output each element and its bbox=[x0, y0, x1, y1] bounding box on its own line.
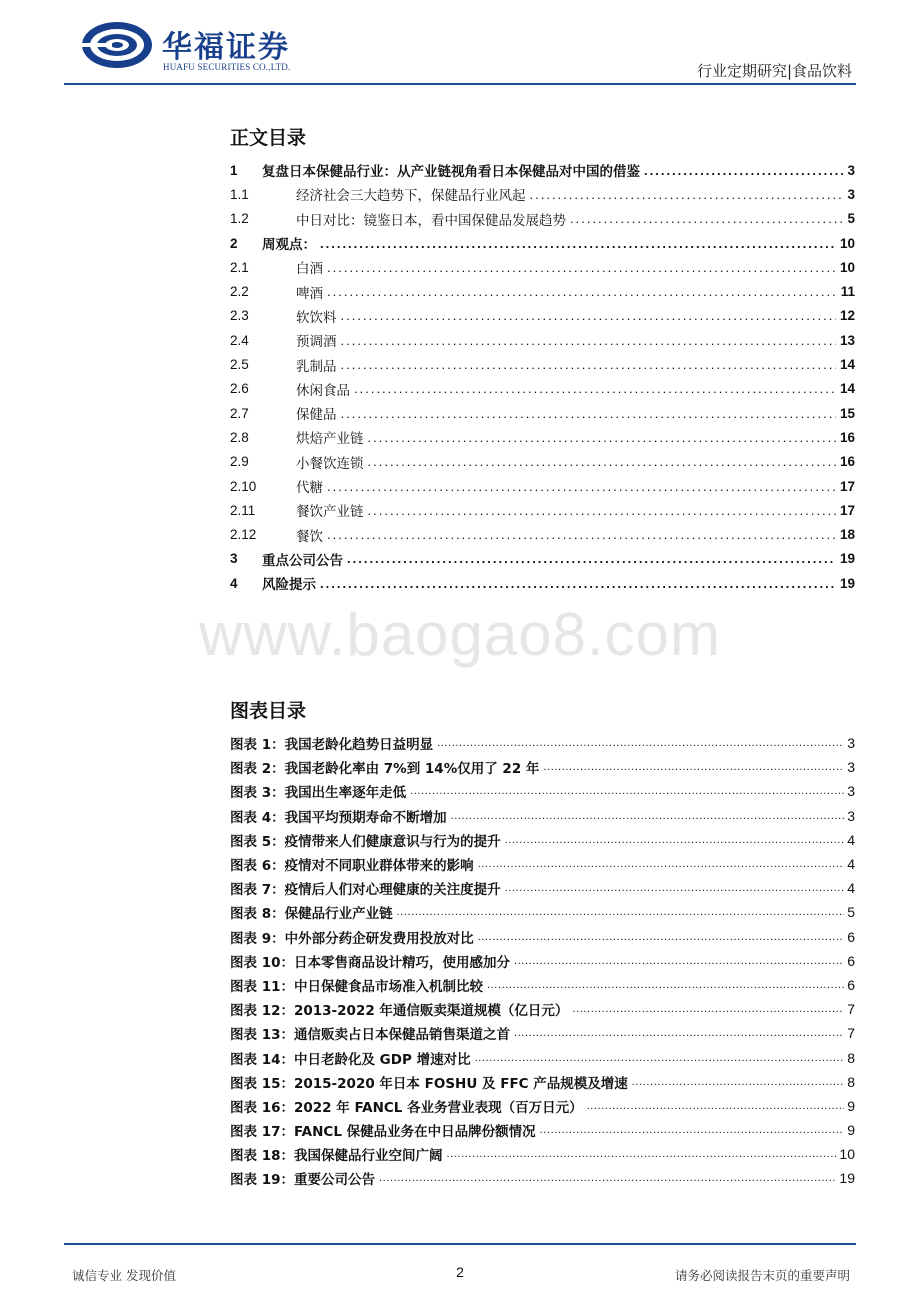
figure-entry[interactable] bbox=[230, 804, 855, 828]
dot-leader bbox=[514, 955, 844, 967]
dot-leader bbox=[514, 1027, 844, 1039]
figure-entry-label: 图表 11：中日保健食品市场准入机制比较 bbox=[230, 978, 483, 995]
figure-entry-page: 4 bbox=[847, 856, 855, 873]
figure-entry-label: 图表 10：日本零售商品设计精巧，使用感加分 bbox=[230, 954, 510, 971]
toc-entry[interactable]: 2.3 软饮料 ..... 12 bbox=[230, 304, 855, 328]
toc-entry[interactable]: 1.2 中日对比：镜鉴日本，看中国保健品发展趋势 ..... 5 bbox=[230, 207, 855, 231]
toc-entry[interactable]: 2.1 白酒 ..... 10 bbox=[230, 255, 855, 279]
dot-leader bbox=[341, 357, 836, 372]
dot-leader bbox=[368, 430, 836, 445]
figure-entry[interactable] bbox=[230, 828, 855, 852]
dot-leader bbox=[644, 163, 843, 178]
toc-entry-page: 3 bbox=[847, 186, 855, 202]
toc-entry-label: 复盘日本保健品行业：从产业链视角看日本保健品对中国的借鉴 bbox=[262, 164, 640, 181]
toc-entry-label: 啤酒 bbox=[296, 285, 323, 302]
figure-entry-page: 10 bbox=[839, 1146, 855, 1163]
figure-entry-page: 19 bbox=[839, 1170, 855, 1187]
figure-entry-label: 图表 12：2013-2022 年通信贩卖渠道规模（亿日元） bbox=[230, 1003, 569, 1020]
dot-leader bbox=[320, 236, 836, 251]
logo-chinese-name: 华福证券 bbox=[162, 30, 290, 65]
toc-entry-label: 风险提示 bbox=[262, 577, 316, 594]
footer-slogan: 诚信专业 发现价值 bbox=[72, 1268, 176, 1283]
dot-leader bbox=[475, 1052, 845, 1064]
figure-entry-page: 8 bbox=[847, 1049, 855, 1066]
toc-entry-label: 代糖 bbox=[296, 480, 323, 496]
toc-entry-page: 17 bbox=[839, 478, 855, 494]
footer-disclaimer: 请务必阅读报告末页的重要声明 bbox=[674, 1268, 850, 1283]
figure-entry[interactable] bbox=[230, 973, 855, 997]
figure-entry[interactable] bbox=[230, 1070, 855, 1094]
figure-entry-label: 图表 9：中外部分药企研发费用投放对比 bbox=[230, 930, 474, 947]
dot-leader bbox=[587, 1100, 845, 1112]
toc-entry[interactable]: 2.9 小餐饮连锁 ..... 16 bbox=[230, 450, 855, 474]
figure-entry-label: 图表 19：重要公司公告 bbox=[230, 1172, 375, 1189]
dot-leader bbox=[478, 931, 845, 943]
toc-entry-page: 16 bbox=[839, 429, 855, 445]
figure-entry-label: 图表 7：疫情后人们对心理健康的关注度提升 bbox=[230, 882, 501, 899]
dot-leader bbox=[327, 527, 836, 542]
toc-entry-page: 15 bbox=[839, 405, 855, 421]
figure-entry[interactable] bbox=[230, 1166, 855, 1190]
figure-entry-page: 3 bbox=[847, 807, 855, 824]
toc-entry[interactable]: 2.7 保健品 ..... 15 bbox=[230, 401, 855, 425]
dot-leader bbox=[570, 211, 843, 226]
header-divider bbox=[64, 83, 856, 85]
figure-entry-page: 4 bbox=[847, 831, 855, 848]
figure-entry-page: 9 bbox=[847, 1097, 855, 1114]
toc-entry-label: 保健品 bbox=[296, 407, 337, 424]
toc-entry-label: 小餐饮连锁 bbox=[296, 455, 364, 472]
dot-leader bbox=[327, 260, 836, 275]
toc-entry-page: 12 bbox=[839, 308, 855, 324]
figures-title: 图表目录 bbox=[230, 700, 307, 722]
figure-entry-label: 图表 1：我国老龄化趋势日益明显 bbox=[230, 737, 434, 754]
toc-entry-page: 19 bbox=[839, 551, 855, 567]
dot-leader bbox=[410, 785, 844, 797]
toc-entry-label: 经济社会三大趋势下，保健品行业风起 bbox=[296, 188, 526, 205]
toc-entry-page: 11 bbox=[840, 284, 855, 300]
dot-leader bbox=[505, 882, 845, 894]
dot-leader bbox=[320, 576, 836, 591]
figure-entry-label: 图表 17：FANCL 保健品业务在中日品牌份额情况 bbox=[230, 1124, 536, 1141]
toc-title: 正文目录 bbox=[230, 127, 307, 149]
dot-leader bbox=[354, 381, 836, 396]
dot-leader bbox=[437, 737, 844, 749]
toc-entry[interactable]: 2.5 乳制品 ..... 14 bbox=[230, 352, 855, 376]
dot-leader bbox=[368, 454, 836, 469]
figure-entry-page: 8 bbox=[847, 1073, 855, 1090]
toc-entry[interactable]: 2.12 餐饮 ..... 18 bbox=[230, 522, 855, 546]
figure-entry-page: 6 bbox=[847, 952, 855, 969]
figure-entry-label: 图表 2：我国老龄化率由 7%到 14%仅用了 22 年 bbox=[230, 761, 540, 778]
toc-entry-page: 10 bbox=[839, 235, 855, 251]
figure-entry[interactable] bbox=[230, 925, 855, 949]
toc-entry[interactable]: 2 周观点： ..... 10 bbox=[230, 231, 855, 255]
figure-entry[interactable] bbox=[230, 900, 855, 924]
toc-entry-page: 14 bbox=[839, 381, 855, 397]
figure-entry-page: 6 bbox=[847, 976, 855, 993]
figure-entry[interactable] bbox=[230, 1045, 855, 1069]
toc-entry-page: 16 bbox=[839, 454, 855, 470]
toc-entry-label: 餐饮 bbox=[296, 528, 323, 545]
toc-entry-page: 18 bbox=[839, 527, 855, 543]
table-of-contents bbox=[230, 158, 855, 595]
figure-entry[interactable] bbox=[230, 1094, 855, 1118]
company-logo bbox=[80, 18, 320, 78]
toc-entry[interactable]: 2.11 餐饮产业链 ..... 17 bbox=[230, 498, 855, 522]
toc-entry-page: 17 bbox=[839, 502, 855, 518]
dot-leader bbox=[341, 333, 836, 348]
toc-entry-page: 13 bbox=[839, 332, 855, 348]
dot-leader bbox=[397, 906, 845, 918]
toc-entry-label: 周观点： bbox=[262, 237, 316, 254]
toc-entry-label: 重点公司公告 bbox=[262, 552, 343, 569]
figure-entry-label: 图表 4：我国平均预期寿命不断增加 bbox=[230, 809, 447, 826]
toc-entry-label: 白酒 bbox=[296, 261, 323, 278]
figure-entry-label: 图表 13：通信贩卖占日本保健品销售渠道之首 bbox=[230, 1027, 510, 1044]
toc-entry-label: 烘焙产业链 bbox=[296, 431, 364, 448]
figure-entry-label: 图表 8：保健品行业产业链 bbox=[230, 906, 393, 923]
toc-entry-label: 餐饮产业链 bbox=[296, 504, 364, 521]
toc-entry-label: 乳制品 bbox=[296, 358, 337, 375]
figure-entry[interactable] bbox=[230, 1118, 855, 1142]
toc-entry[interactable]: 2.10 代糖 ..... 17 bbox=[230, 474, 855, 498]
toc-entry[interactable]: 3 重点公司公告 ..... 19 bbox=[230, 547, 855, 571]
toc-entry-label: 中日对比：镜鉴日本，看中国保健品发展趋势 bbox=[296, 212, 566, 229]
watermark: www.baogao8.com bbox=[199, 601, 721, 668]
figure-entry-page: 3 bbox=[847, 735, 855, 752]
toc-entry-label: 软饮料 bbox=[296, 309, 337, 326]
figure-entry-label: 图表 6：疫情对不同职业群体带来的影响 bbox=[230, 858, 474, 875]
dot-leader bbox=[347, 551, 836, 566]
dot-leader bbox=[451, 810, 845, 822]
footer-divider bbox=[64, 1243, 856, 1245]
figure-entry-label: 图表 3：我国出生率逐年走低 bbox=[230, 785, 407, 802]
figure-entry-label: 图表 16：2022 年 FANCL 各业务营业表现（百万日元） bbox=[230, 1099, 583, 1116]
dot-leader bbox=[379, 1172, 836, 1184]
dot-leader bbox=[487, 979, 844, 991]
figure-entry[interactable] bbox=[230, 779, 855, 803]
figure-entry[interactable] bbox=[230, 1021, 855, 1045]
toc-entry[interactable]: 4 风险提示 ..... 19 bbox=[230, 571, 855, 595]
figure-entry[interactable] bbox=[230, 949, 855, 973]
page-header bbox=[0, 0, 920, 90]
dot-leader bbox=[368, 503, 836, 518]
figures-list bbox=[230, 731, 855, 1191]
toc-entry[interactable]: 1.1 经济社会三大趋势下，保健品行业风起 ..... 3 bbox=[230, 182, 855, 206]
figure-entry-page: 3 bbox=[847, 783, 855, 800]
figure-entry[interactable] bbox=[230, 852, 855, 876]
huafu-logo-icon bbox=[80, 20, 154, 70]
dot-leader bbox=[327, 284, 837, 299]
toc-entry-page: 14 bbox=[839, 357, 855, 373]
toc-entry[interactable]: 1 复盘日本保健品行业：从产业链视角看日本保健品对中国的借鉴 ..... 3 bbox=[230, 158, 855, 182]
dot-leader bbox=[632, 1076, 844, 1088]
toc-entry[interactable]: 2.6 休闲食品 ..... 14 bbox=[230, 377, 855, 401]
figure-entry-label: 图表 18：我国保健品行业空间广阔 bbox=[230, 1148, 443, 1165]
figure-entry-page: 3 bbox=[847, 759, 855, 776]
toc-entry-page: 3 bbox=[847, 162, 855, 178]
figure-entry[interactable] bbox=[230, 755, 855, 779]
dot-leader bbox=[572, 1003, 844, 1015]
toc-entry-page: 19 bbox=[839, 575, 855, 591]
toc-entry[interactable]: 2.4 预调酒 ..... 13 bbox=[230, 328, 855, 352]
figure-entry-page: 6 bbox=[847, 928, 855, 945]
figure-entry-label: 图表 15：2015-2020 年日本 FOSHU 及 FFC 产品规模及增速 bbox=[230, 1075, 628, 1092]
dot-leader bbox=[530, 187, 844, 202]
dot-leader bbox=[540, 1124, 845, 1136]
figure-entry[interactable] bbox=[230, 731, 855, 755]
figure-entry[interactable] bbox=[230, 997, 855, 1021]
report-category: 行业定期研究|食品饮料 bbox=[696, 62, 852, 80]
dot-leader bbox=[327, 479, 836, 494]
toc-entry-label: 休闲食品 bbox=[296, 382, 350, 399]
logo-english-name: HUAFU SECURITIES CO.,LTD. bbox=[163, 62, 291, 72]
figure-entry-label: 图表 14：中日老龄化及 GDP 增速对比 bbox=[230, 1051, 471, 1068]
toc-entry[interactable]: 2.2 啤酒 ..... 11 bbox=[230, 279, 855, 303]
figure-entry-page: 4 bbox=[847, 880, 855, 897]
dot-leader bbox=[543, 761, 844, 773]
dot-leader bbox=[341, 308, 836, 323]
figure-entry-page: 5 bbox=[847, 904, 855, 921]
toc-entry-label: 预调酒 bbox=[296, 334, 337, 351]
dot-leader bbox=[447, 1148, 837, 1160]
toc-entry-page: 5 bbox=[847, 211, 855, 227]
figure-entry-label: 图表 5：疫情带来人们健康意识与行为的提升 bbox=[230, 833, 501, 850]
figure-entry-page: 7 bbox=[847, 1001, 855, 1018]
toc-entry-page: 10 bbox=[839, 259, 855, 275]
toc-entry[interactable]: 2.8 烘焙产业链 ..... 16 bbox=[230, 425, 855, 449]
dot-leader bbox=[505, 834, 845, 846]
figure-entry[interactable] bbox=[230, 1142, 855, 1166]
dot-leader bbox=[478, 858, 845, 870]
figure-entry-page: 7 bbox=[847, 1025, 855, 1042]
figure-entry-page: 9 bbox=[847, 1122, 855, 1139]
figure-entry[interactable] bbox=[230, 876, 855, 900]
page-number: 2 bbox=[456, 1264, 464, 1280]
dot-leader bbox=[341, 406, 836, 421]
